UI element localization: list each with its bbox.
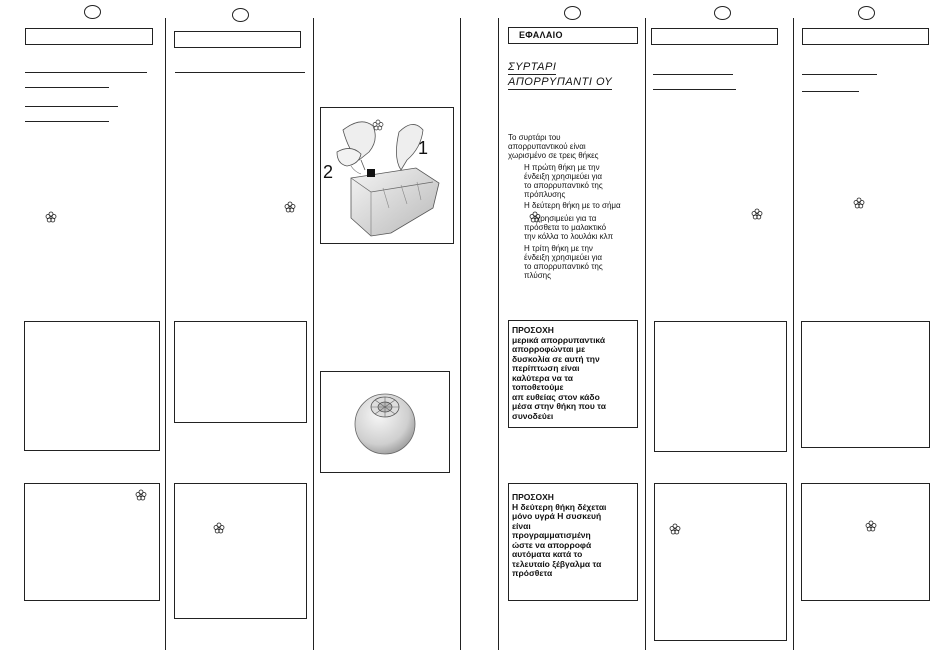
note-box [801, 483, 930, 601]
warning-line: πρόσθετα [512, 568, 553, 578]
title-underline [25, 87, 109, 88]
column-divider-5 [645, 18, 646, 650]
intro-paragraph [508, 133, 640, 160]
note-box [174, 483, 307, 619]
section-header-box [508, 27, 638, 44]
warning-box-2 [508, 483, 638, 601]
flower-icon [45, 211, 57, 223]
column-divider-3 [460, 18, 461, 650]
note-box [24, 321, 160, 451]
warning-line: μόνο υγρά Η συσκευή [512, 511, 602, 521]
warning-line: αυτόματα κατά το [512, 549, 583, 559]
section-title-line: ΑΠΟΡΡΥΠΑΝΤΙ ΟΥ [508, 76, 613, 88]
warning-1-content [512, 326, 636, 421]
dosing-ball-illustration [321, 372, 449, 472]
warning-line: τοποθετούμε [512, 382, 564, 392]
flower-icon [284, 201, 296, 213]
language-marker-circle [232, 8, 249, 22]
compartment-line: πρόπλυσης [524, 190, 566, 199]
flower-icon [135, 489, 147, 501]
flower-icon [853, 197, 865, 209]
compartment-line: το απορρυπαντικό της [524, 181, 603, 190]
detergent-drawer-illustration [321, 108, 453, 243]
title-underline [25, 106, 118, 107]
warning-box-1 [508, 320, 638, 428]
flower-icon [751, 208, 763, 220]
compartment-line: πλύσης [524, 271, 551, 280]
compartment-line: Η πρώτη θήκη με την [524, 163, 600, 172]
dosing-ball-figure [320, 371, 450, 473]
warning-line: προγραμματισμένη [512, 530, 591, 540]
note-box [174, 321, 307, 423]
section-header-box [802, 28, 929, 45]
figure-label-2: 2 [323, 162, 334, 182]
title-underline [653, 74, 733, 75]
title-underline [653, 89, 736, 90]
warning-line: ώστε να απορροφά [512, 539, 592, 550]
warning-line: μερικά απορρυπαντικά [512, 334, 606, 345]
warning-line: καλύτερα να τα [512, 372, 573, 383]
warning-line: δυσκολία σε αυτή την [512, 353, 600, 364]
title-underline [25, 72, 147, 73]
warning-line: συνοδεύει [512, 410, 554, 421]
section-header-text: ΕΦΑΛΑΙΟ [519, 30, 563, 40]
warning-line: απορροφώνται με [512, 344, 586, 354]
flower-icon [865, 520, 877, 532]
language-marker-circle [858, 6, 875, 20]
title-underline [25, 121, 109, 122]
compartment-line: Η δεύτερη θήκη με το σήμα [524, 201, 621, 210]
flower-icon [213, 522, 225, 534]
section-header-box [651, 28, 778, 45]
warning-line: περίπτωση είναι [512, 363, 580, 373]
compartment-line: πρόσθετα το μαλακτικό [524, 223, 607, 232]
warning-line: Η δεύτερη θήκη δέχεται [512, 501, 607, 512]
title-underline [802, 74, 877, 75]
note-box [24, 483, 160, 601]
compartment-line: την κόλλα το λουλάκι κλπ [524, 232, 614, 241]
warning-2-content [512, 493, 636, 579]
flower-icon [529, 211, 541, 223]
warning-title: ΠΡΟΣΟΧΗ [512, 492, 554, 502]
compartment-line: χρησιμεύει για τα [536, 214, 597, 223]
intro-line: χωρισμένο σε τρεις θήκες [508, 151, 599, 160]
flower-icon [669, 523, 681, 535]
detergent-drawer-figure [320, 107, 454, 244]
warning-title: ΠΡΟΣΟΧΗ [512, 325, 554, 335]
title-underline [802, 91, 859, 92]
warning-line: μέσα στην θήκη που τα [512, 401, 606, 411]
title-underline [175, 72, 305, 73]
note-box [801, 321, 930, 448]
intro-line: Το συρτάρι του [508, 133, 561, 142]
column-divider-2 [313, 18, 314, 650]
section-header-box [25, 28, 153, 45]
figure-label-1: 1 [418, 138, 429, 158]
column-divider-1 [165, 18, 166, 650]
language-marker-circle [84, 5, 101, 19]
warning-line: απ ευθείας στον κάδο [512, 391, 600, 402]
column-divider-4 [498, 18, 499, 650]
section-header-box [174, 31, 301, 48]
compartment-3-paragraph [524, 244, 638, 280]
language-marker-circle [714, 6, 731, 20]
compartment-line: ένδειξη χρησιμεύει για [524, 172, 603, 181]
note-box [654, 321, 787, 452]
note-box [654, 483, 787, 641]
language-marker-circle [564, 6, 581, 20]
warning-line: τελευταίο ξέβγαλμα τα [512, 558, 602, 569]
intro-line: απορρυπαντικού είναι [508, 142, 586, 151]
column-divider-6 [793, 18, 794, 650]
section-title [508, 60, 640, 90]
compartment-2-paragraph [524, 201, 642, 241]
compartment-line: το απορρυπαντικό της [524, 262, 603, 271]
compartment-line: Η τρίτη θήκη με την [524, 244, 593, 253]
section-title-line: ΣΥΡΤΑΡΙ [508, 61, 557, 73]
compartment-line: ένδειξη χρησιμεύει για [524, 253, 603, 262]
compartment-1-paragraph [524, 163, 638, 199]
warning-line: είναι [512, 520, 531, 531]
